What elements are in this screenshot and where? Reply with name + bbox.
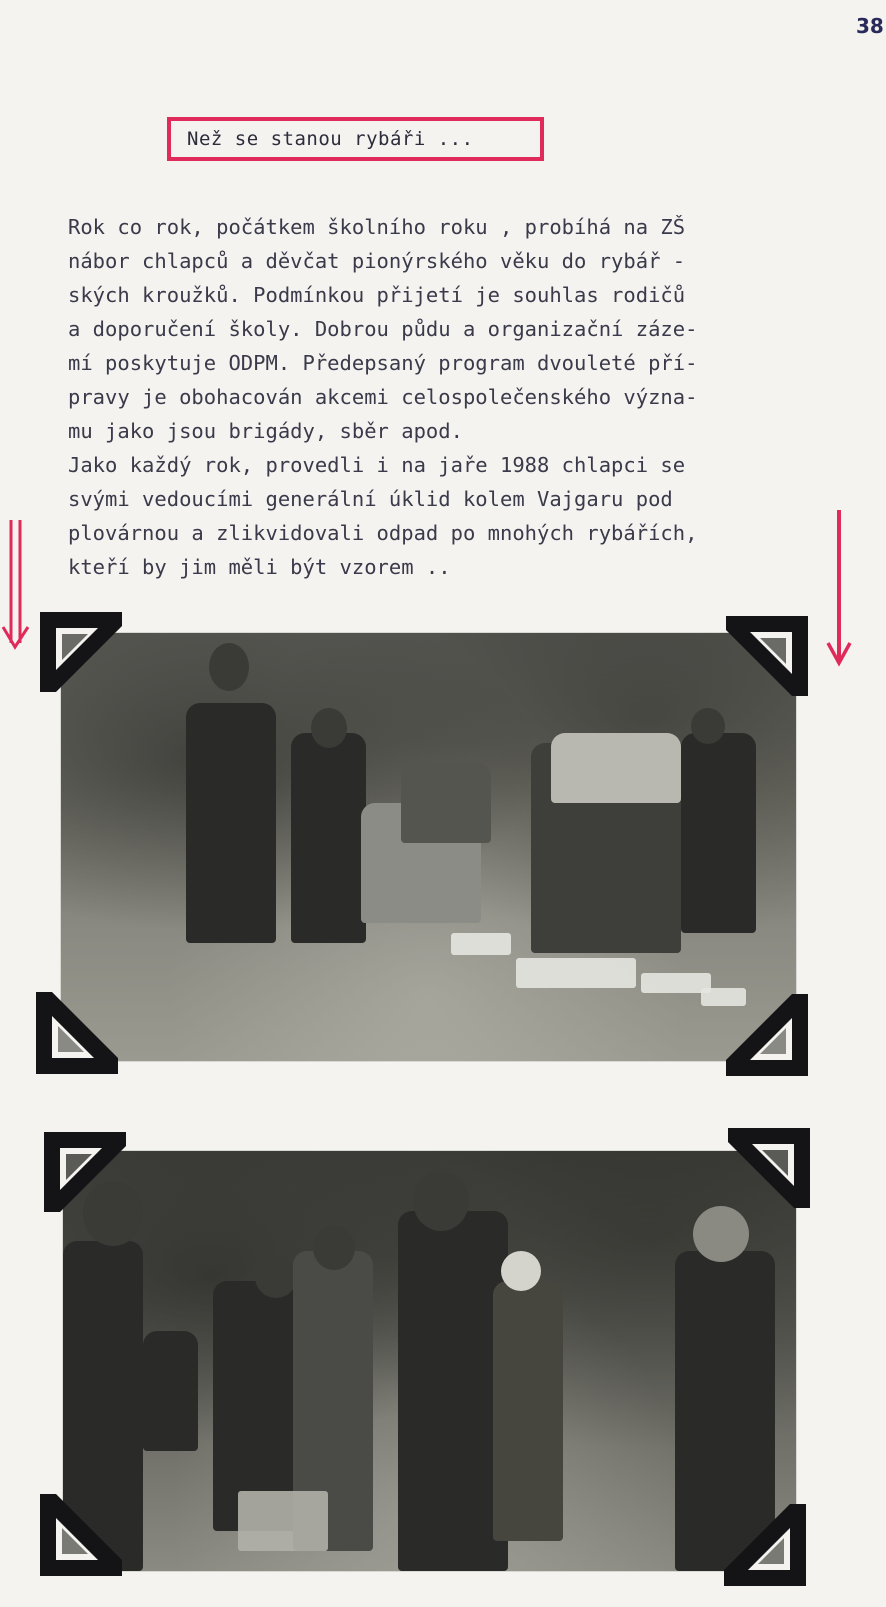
photo-corner-icon [720, 1500, 810, 1590]
body-line: nábor chlapců a děvčat pionýrského věku do rybář - [68, 249, 686, 273]
body-line: plovárnou a zlikvidovali odpad po mnohých rybářích, [68, 521, 698, 545]
person-head [313, 1226, 355, 1270]
body-line: mí poskytuje ODPM. Předepsaný program dvouleté pří- [68, 351, 698, 375]
page-number: 38 [856, 14, 884, 38]
person-head [255, 1256, 297, 1298]
person-head [693, 1206, 749, 1262]
person-figure [186, 703, 276, 943]
person-figure [493, 1281, 563, 1541]
down-arrow-icon [822, 505, 856, 670]
photo-corner-icon [722, 612, 812, 702]
body-text [68, 210, 858, 584]
person-figure [401, 763, 491, 843]
photo-corner-icon [724, 1124, 814, 1214]
photo-corner-icon [40, 1128, 130, 1218]
photo-corner-icon [722, 990, 812, 1080]
photo-corner-icon [32, 988, 122, 1078]
person-figure [551, 733, 681, 803]
person-head [413, 1171, 469, 1231]
title-box [167, 117, 544, 161]
body-line: kteří by jim měli být vzorem .. [68, 555, 451, 579]
person-figure [398, 1211, 508, 1571]
body-line: svými vedoucími generální úklid kolem Vajgaru pod [68, 487, 673, 511]
body-line: mu jako jsou brigády, sběr apod. [68, 419, 463, 443]
photo-corner-icon [36, 608, 126, 698]
photo-corner-icon [36, 1490, 126, 1580]
body-line: Jako každý rok, provedli i na jaře 1988 chlapci se [68, 453, 686, 477]
page-title: Než se stanou rybáři ... [187, 128, 474, 150]
person-figure [291, 733, 366, 943]
litter-paper [238, 1491, 328, 1551]
photo-cleanup-1 [60, 632, 797, 1062]
litter-paper [516, 958, 636, 988]
body-line: Rok co rok, počátkem školního roku , probíhá na ZŠ [68, 215, 686, 239]
body-line: a doporučení školy. Dobrou půdu a organizační záze- [68, 317, 698, 341]
person-figure [681, 733, 756, 933]
person-head [209, 643, 249, 691]
photo-cleanup-2 [62, 1150, 797, 1572]
person-head [501, 1251, 541, 1291]
person-figure [143, 1331, 198, 1451]
person-head [311, 708, 347, 748]
body-line: pravy je obohacován akcemi celospolečenského význa- [68, 385, 698, 409]
litter-paper [451, 933, 511, 955]
body-line: ských kroužků. Podmínkou přijetí je souhlas rodičů [68, 283, 686, 307]
person-head [691, 708, 725, 744]
double-down-arrow-icon [0, 515, 34, 655]
